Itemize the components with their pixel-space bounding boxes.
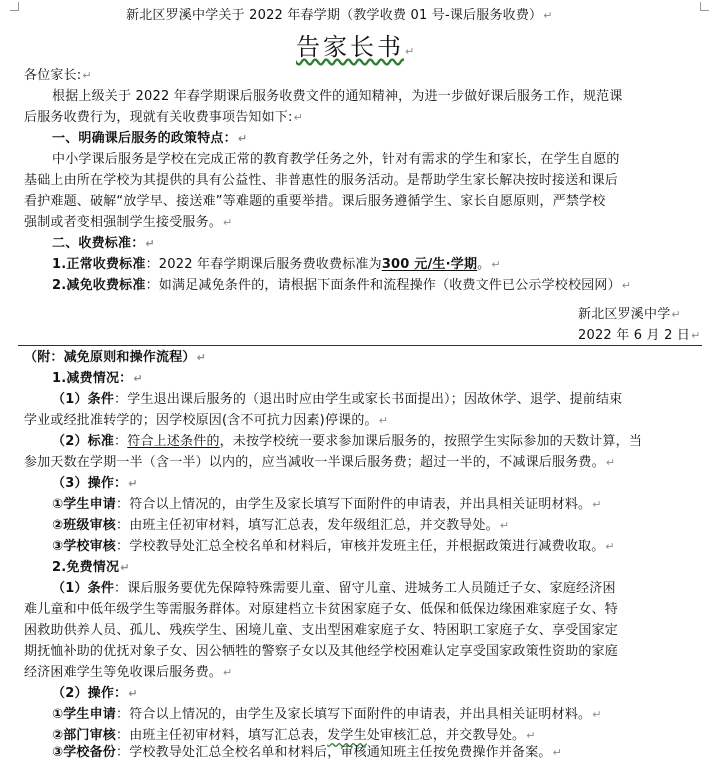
section-1-line-3: 看护难题、破解“放学早、接送难”等难题的重要举措。课后服务遵循学生、家长自愿原则，严禁学校 [24, 194, 606, 209]
free-operation-heading: （2）操作：↵ [52, 686, 138, 701]
free-step-department: ②部门审核：由班主任初审材料，填写汇总表，发学生处审核汇总，并交教导处。↵ [52, 728, 536, 743]
crop-mark-left [10, 2, 19, 11]
reduction-standard-line-2: 参加天数在学期一半（含一半）以内的，应当减收一半课后服务费；超过一半的，不减课后服务费。↵ [24, 455, 616, 470]
intro-line-1: 根据上级关于 2022 年春学期课后服务收费文件的通知精神，为进一步做好课后服务工作，规范课 [52, 89, 623, 104]
intro-line-2: 后服务收费行为，现就有关收费事项告知如下:↵ [24, 110, 304, 125]
free-heading: 2.免费情况↵ [52, 560, 130, 575]
greeting: 各位家长:↵ [24, 68, 92, 83]
crop-mark-right [700, 2, 709, 11]
free-condition-line-4: 期抚恤补助的优抚对象子女、因公牺牲的警察子女以及其他经学校困难认定享受国家政策性资助的家庭 [24, 644, 619, 659]
reduction-standard: 2.减免收费标准：如满足减免条件的，请根据下面条件和流程操作（收费文件已公示学校校园网）↵ [52, 278, 632, 293]
reduction-condition-line-1: （1）条件：学生退出课后服务的（退出时应由学生或家长书面提出）；因故休学、退学、提前结束 [52, 392, 623, 407]
document-subtitle: 新北区罗溪中学关于 2022 年春学期（教学收费 01 号-课后服务收费）↵ [126, 8, 553, 23]
free-condition-line-1: （1）条件：课后服务要优先保障特殊需要儿童、留守儿童、进城务工人员随迁子女、家庭经济困 [52, 581, 616, 596]
reduction-step-class: ②班级审核：由班主任初审材料，填写汇总表，发年级组汇总，并交教导处。↵ [52, 518, 510, 533]
section-1-line-4: 强制或者变相强制学生接受服务。↵ [24, 215, 233, 230]
section-1-line-2: 基础上由所在学校为其提供的具有公益性、非普惠性的服务活动。是帮助学生家长解决按时接送和课后 [24, 173, 619, 188]
fee-amount: 300 元/生·学期 [381, 257, 478, 272]
reduction-standard-line-1: （2）标准：符合上述条件的，未按学校统一要求参加课后服务的，按照学生实际参加的天数计算，当 [52, 434, 643, 449]
fee-standard: 1.正常收费标准：2022 年春学期课后服务费收费标准为300 元/生·学期。↵ [52, 257, 501, 272]
section-1-heading: 一、明确课后服务的政策特点：↵ [52, 131, 248, 146]
reduction-step-student: ①学生申请：符合以上情况的，由学生及家长填写下面附件的申请表，并出具相关证明材料。↵ [52, 497, 602, 512]
free-step-student: ①学生申请：符合以上情况的，由学生及家长填写下面附件的申请表，并出具相关证明材料。↵ [52, 707, 602, 722]
reduction-heading: 1.减费情况：↵ [52, 371, 143, 386]
reduction-operation-heading: （3）操作：↵ [52, 476, 138, 491]
page-title: 告家长书↵ [296, 33, 418, 61]
signature-org: 新北区罗溪中学↵ [578, 307, 681, 322]
free-condition-line-3: 困救助供养人员、孤儿、残疾学生、困境儿童、支出型困难家庭子女、特困职工家庭子女、享受国家定 [24, 623, 619, 638]
free-condition-line-5: 经济困难学生等免收课后服务费。↵ [24, 665, 233, 680]
reduction-step-school: ③学校审核：学校教导处汇总全校名单和材料后，审核并发班主任，并根据政策进行减费收取。↵ [52, 539, 615, 554]
reduction-condition-line-2: 学业或经批准转学的；因学校原因(含不可抗力因素)停课的。↵ [24, 413, 389, 428]
free-step-school: ③学校备份：学校教导处汇总全校名单和材料后，审核通知班主任按免费操作并备案。↵ [52, 745, 563, 760]
section-divider [18, 345, 702, 346]
free-condition-line-2: 难儿童和中低年级学生等需服务群体。对原建档立卡贫困家庭子女、低保和低保边缘困难家庭子女、特 [24, 602, 619, 617]
signature-date: 2022 年 6 月 2 日↵ [578, 328, 701, 343]
section-1-line-1: 中小学课后服务是学校在完成正常的教育教学任务之外，针对有需求的学生和家长，在学生自愿的 [52, 152, 620, 167]
section-2-heading: 二、收费标准：↵ [52, 236, 155, 251]
appendix-title: （附：减免原则和操作流程）↵ [24, 350, 207, 365]
